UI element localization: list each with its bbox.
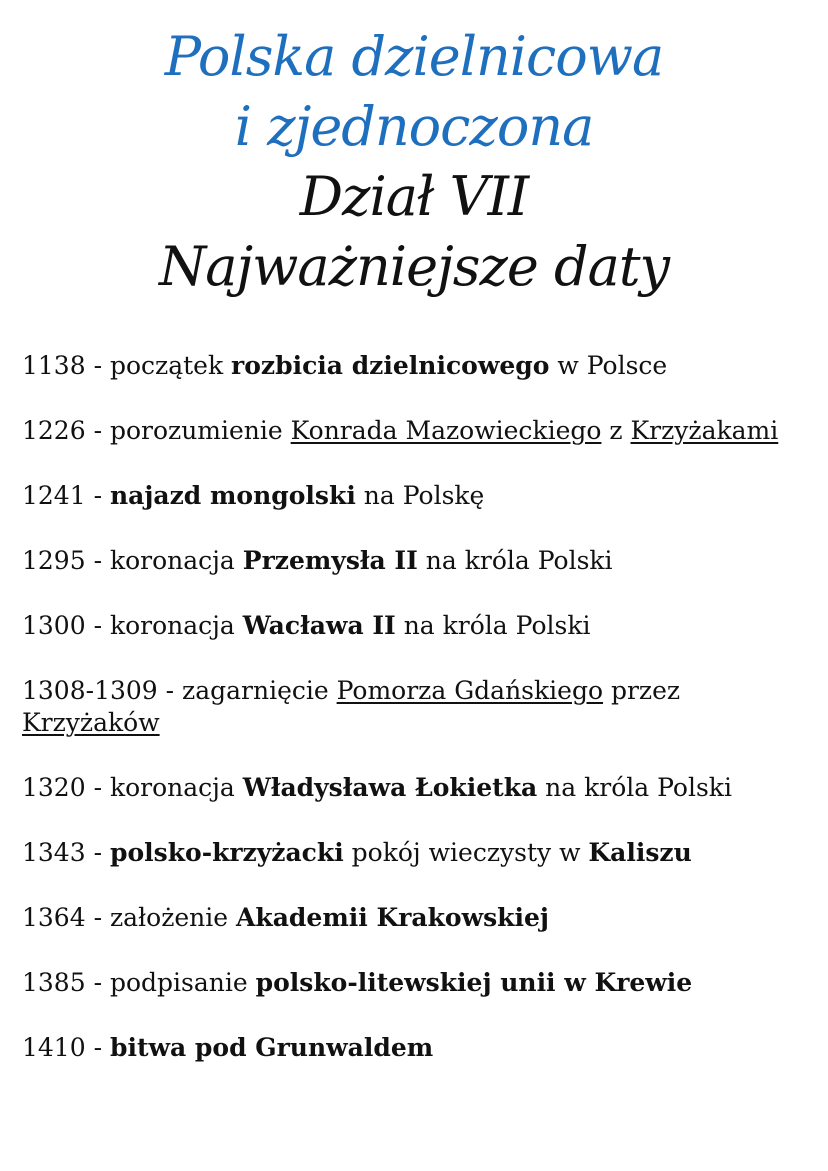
title-line-2: i zjednoczona [234,95,594,158]
date-entry [22,415,812,447]
date-list [22,350,812,1097]
entry-text: 1138 - początek [22,351,232,380]
entry-text: 1385 - podpisanie [22,968,256,997]
bold-term: polsko-krzyżacki [109,838,344,867]
entry-text: 1343 - [22,838,110,867]
date-entry [22,350,812,382]
entry-text: na króla Polski [395,611,591,640]
date-entry [22,772,812,804]
title-line-1: Polska dzielnicowa [164,25,664,88]
entry-text: na króla Polski [417,546,613,575]
underlined-term: Konrada Mazowieckiego [290,416,602,445]
date-entry [22,675,812,739]
entry-text: 1300 - koronacja [22,611,243,640]
bold-term: Wacława II [242,611,396,640]
date-entry [22,1032,812,1064]
entry-text: przez [603,676,681,705]
bold-term: Władysława Łokietka [242,773,538,802]
entry-text: z [601,416,631,445]
bold-term: Akademii Krakowskiej [236,903,549,932]
entry-text: 1364 - założenie [22,903,237,932]
bold-term: bitwa pod Grunwaldem [109,1033,434,1062]
date-entry [22,480,812,512]
date-entry [22,902,812,934]
bold-term: rozbicia dzielnicowego [231,351,550,380]
entry-text: w Polsce [549,351,668,380]
entry-text: na króla Polski [537,773,732,802]
bold-term: Przemysła II [242,546,418,575]
entry-text: 1308-1309 - zagarnięcie [22,676,337,705]
entry-text: na Polskę [355,481,485,510]
entry-text: 1320 - koronacja [22,773,243,802]
underlined-term: Krzyżaków [22,708,160,737]
date-entry [22,837,812,869]
bold-term: najazd mongolski [109,481,356,510]
date-entry [22,967,812,999]
underlined-term: Krzyżakami [630,416,779,445]
entry-text: pokój wieczysty w [343,838,589,867]
entry-text: 1226 - porozumienie [22,416,291,445]
bold-term: polsko-litewskiej unii w Krewie [255,968,693,997]
entry-text: 1410 - [22,1033,110,1062]
date-entry [22,545,812,577]
title-block [0,22,828,302]
underlined-term: Pomorza Gdańskiego [336,676,604,705]
entry-text: 1295 - koronacja [22,546,243,575]
date-entry [22,610,812,642]
title-line-4: Najważniejsze daty [158,235,670,298]
entry-text: 1241 - [22,481,110,510]
title-line-3: Dział VII [299,165,529,228]
bold-term: Kaliszu [588,838,692,867]
